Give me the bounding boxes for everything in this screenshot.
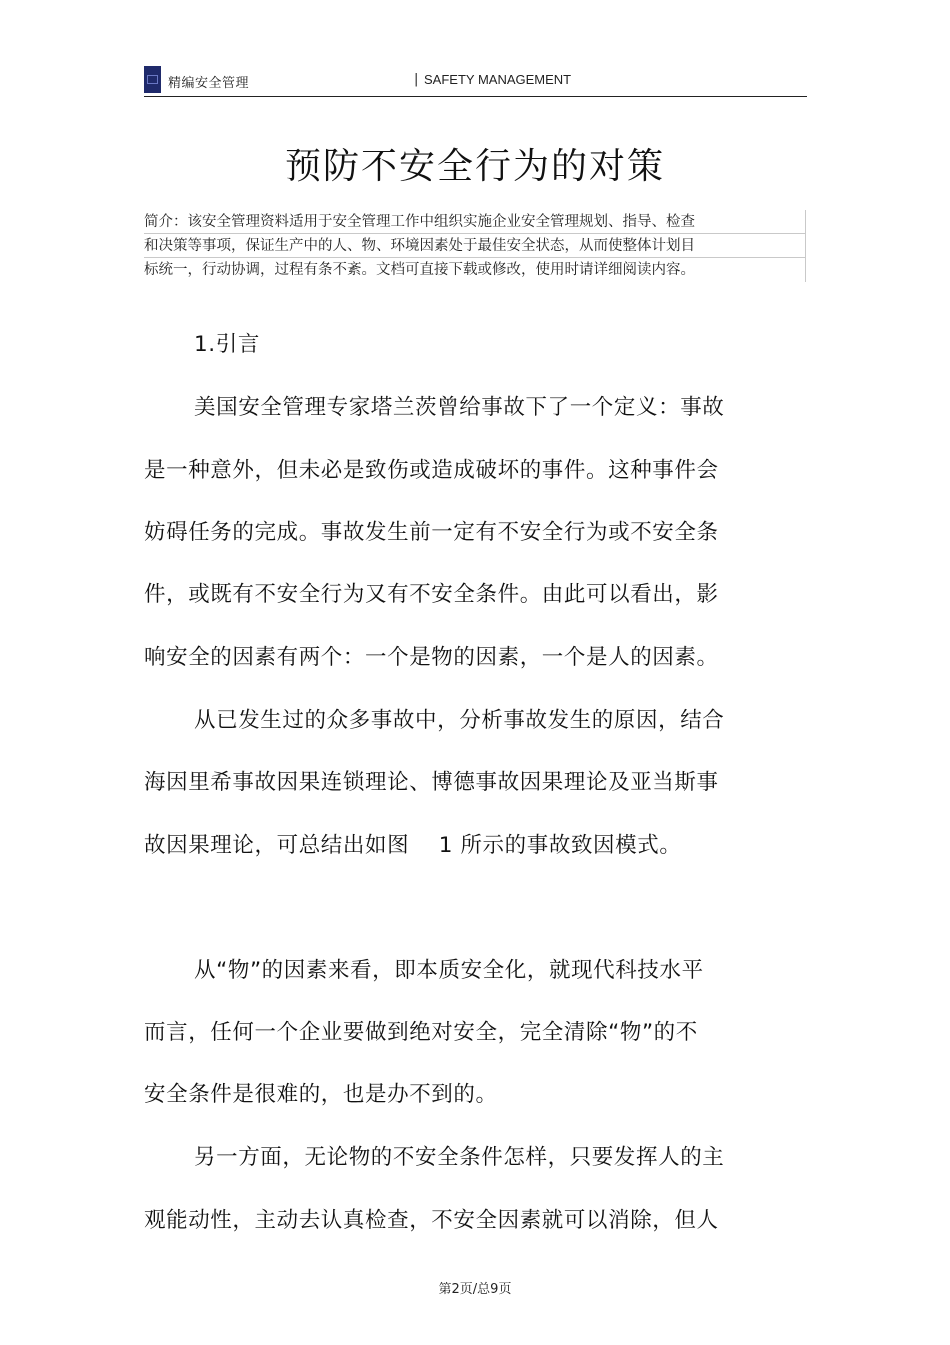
header-english-title: SAFETY MANAGEMENT (424, 72, 572, 87)
header-title: 精编安全管理 (168, 76, 250, 91)
paragraph-line: 从“物”的因素来看，即本质安全化，就现代科技水平 (194, 958, 704, 983)
paragraph-line: 件，或既有不安全行为又有不安全条件。由此可以看出，影 (144, 582, 719, 607)
summary-line: 简介：该安全管理资料适用于安全管理工作中组织实施企业安全管理规划、指导、检查 (144, 210, 806, 234)
page-header (144, 66, 807, 97)
header-separator: | (414, 72, 419, 87)
document-title: 预防不安全行为的对策 (284, 146, 665, 187)
summary-box (144, 210, 806, 282)
page-number: 第2页/总9页 (438, 1282, 512, 1297)
section-heading: 1.引言 (194, 332, 260, 357)
paragraph-line: 观能动性，主动去认真检查，不安全因素就可以消除，但人 (144, 1208, 719, 1233)
paragraph-line: 是一种意外，但未必是致伤或造成破坏的事件。这种事件会 (144, 458, 719, 483)
summary-line: 和决策等事项，保证生产中的人、物、环境因素处于最佳安全状态，从而使整体计划目 (144, 234, 806, 258)
paragraph-line: 另一方面，无论物的不安全条件怎样，只要发挥人的主 (194, 1145, 725, 1170)
summary-line: 标统一，行动协调，过程有条不紊。文档可直接下载或修改，使用时请详细阅读内容。 (144, 258, 806, 282)
paragraph-line: 从已发生过的众多事故中，分析事故发生的原因，结合 (194, 708, 725, 733)
paragraph-line: 而言，任何一个企业要做到绝对安全，完全清除“物”的不 (144, 1020, 698, 1045)
paragraph-line: 故因果理论，可总结出如图 1 所示的事故致因模式。 (144, 833, 682, 858)
paragraph-line: 海因里希事故因果连锁理论、博德事故因果理论及亚当斯事 (144, 770, 719, 795)
paragraph-line: 美国安全管理专家塔兰茨曾给事故下了一个定义：事故 (194, 395, 725, 420)
logo-icon (144, 66, 161, 93)
paragraph-line: 响安全的因素有两个：一个是物的因素，一个是人的因素。 (144, 645, 719, 670)
paragraph-line: 安全条件是很难的，也是办不到的。 (144, 1082, 498, 1107)
paragraph-line: 妨碍任务的完成。事故发生前一定有不安全行为或不安全条 (144, 520, 719, 545)
